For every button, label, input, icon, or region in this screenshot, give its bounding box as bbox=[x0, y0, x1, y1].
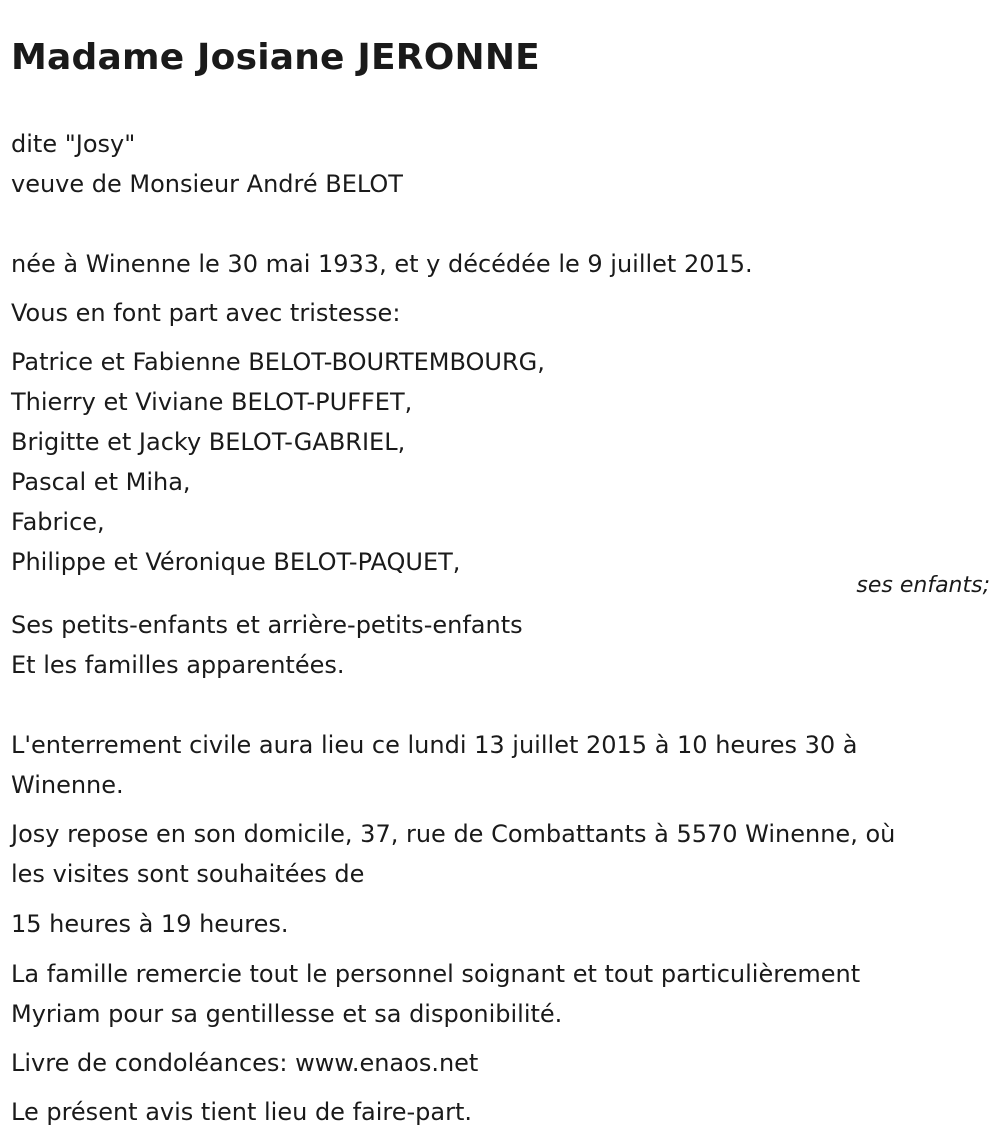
child-entry: Brigitte et Jacky BELOT-GABRIEL, bbox=[11, 428, 406, 456]
widow-line: veuve de Monsieur André BELOT bbox=[11, 170, 403, 198]
families-line: Et les familles apparentées. bbox=[11, 651, 345, 679]
rest-info-line-1: Josy repose en son domicile, 37, rue de Combattants à 5570 Winenne, où bbox=[11, 820, 896, 848]
children-label: ses enfants; bbox=[856, 573, 990, 598]
thanks-line-1: La famille remercie tout le personnel soignant et tout particulièrement bbox=[11, 960, 861, 988]
child-entry: Philippe et Véronique BELOT-PAQUET, bbox=[11, 548, 461, 576]
condolences-line: Livre de condoléances: www.enaos.net bbox=[11, 1049, 479, 1077]
grandchildren-line: Ses petits-enfants et arrière-petits-enfants bbox=[11, 611, 523, 639]
child-entry: Fabrice, bbox=[11, 508, 105, 536]
child-entry: Thierry et Viviane BELOT-PUFFET, bbox=[11, 388, 413, 416]
rest-info-line-2: les visites sont souhaitées de bbox=[11, 860, 365, 888]
announcement-line: Vous en font part avec tristesse: bbox=[11, 299, 401, 327]
deceased-name-title: Madame Josiane JERONNE bbox=[11, 37, 540, 78]
funeral-info-line-1: L'enterrement civile aura lieu ce lundi 13 juillet 2015 à 10 heures 30 à bbox=[11, 731, 858, 759]
child-entry: Patrice et Fabienne BELOT-BOURTEMBOURG, bbox=[11, 348, 545, 376]
closing-line: Le présent avis tient lieu de faire-part. bbox=[11, 1098, 473, 1126]
nickname-line: dite "Josy" bbox=[11, 130, 136, 158]
visit-hours-line: 15 heures à 19 heures. bbox=[11, 910, 289, 938]
birth-death-line: née à Winenne le 30 mai 1933, et y décédée le 9 juillet 2015. bbox=[11, 250, 753, 278]
child-entry: Pascal et Miha, bbox=[11, 468, 191, 496]
funeral-info-line-2: Winenne. bbox=[11, 771, 124, 799]
thanks-line-2: Myriam pour sa gentillesse et sa disponibilité. bbox=[11, 1000, 563, 1028]
